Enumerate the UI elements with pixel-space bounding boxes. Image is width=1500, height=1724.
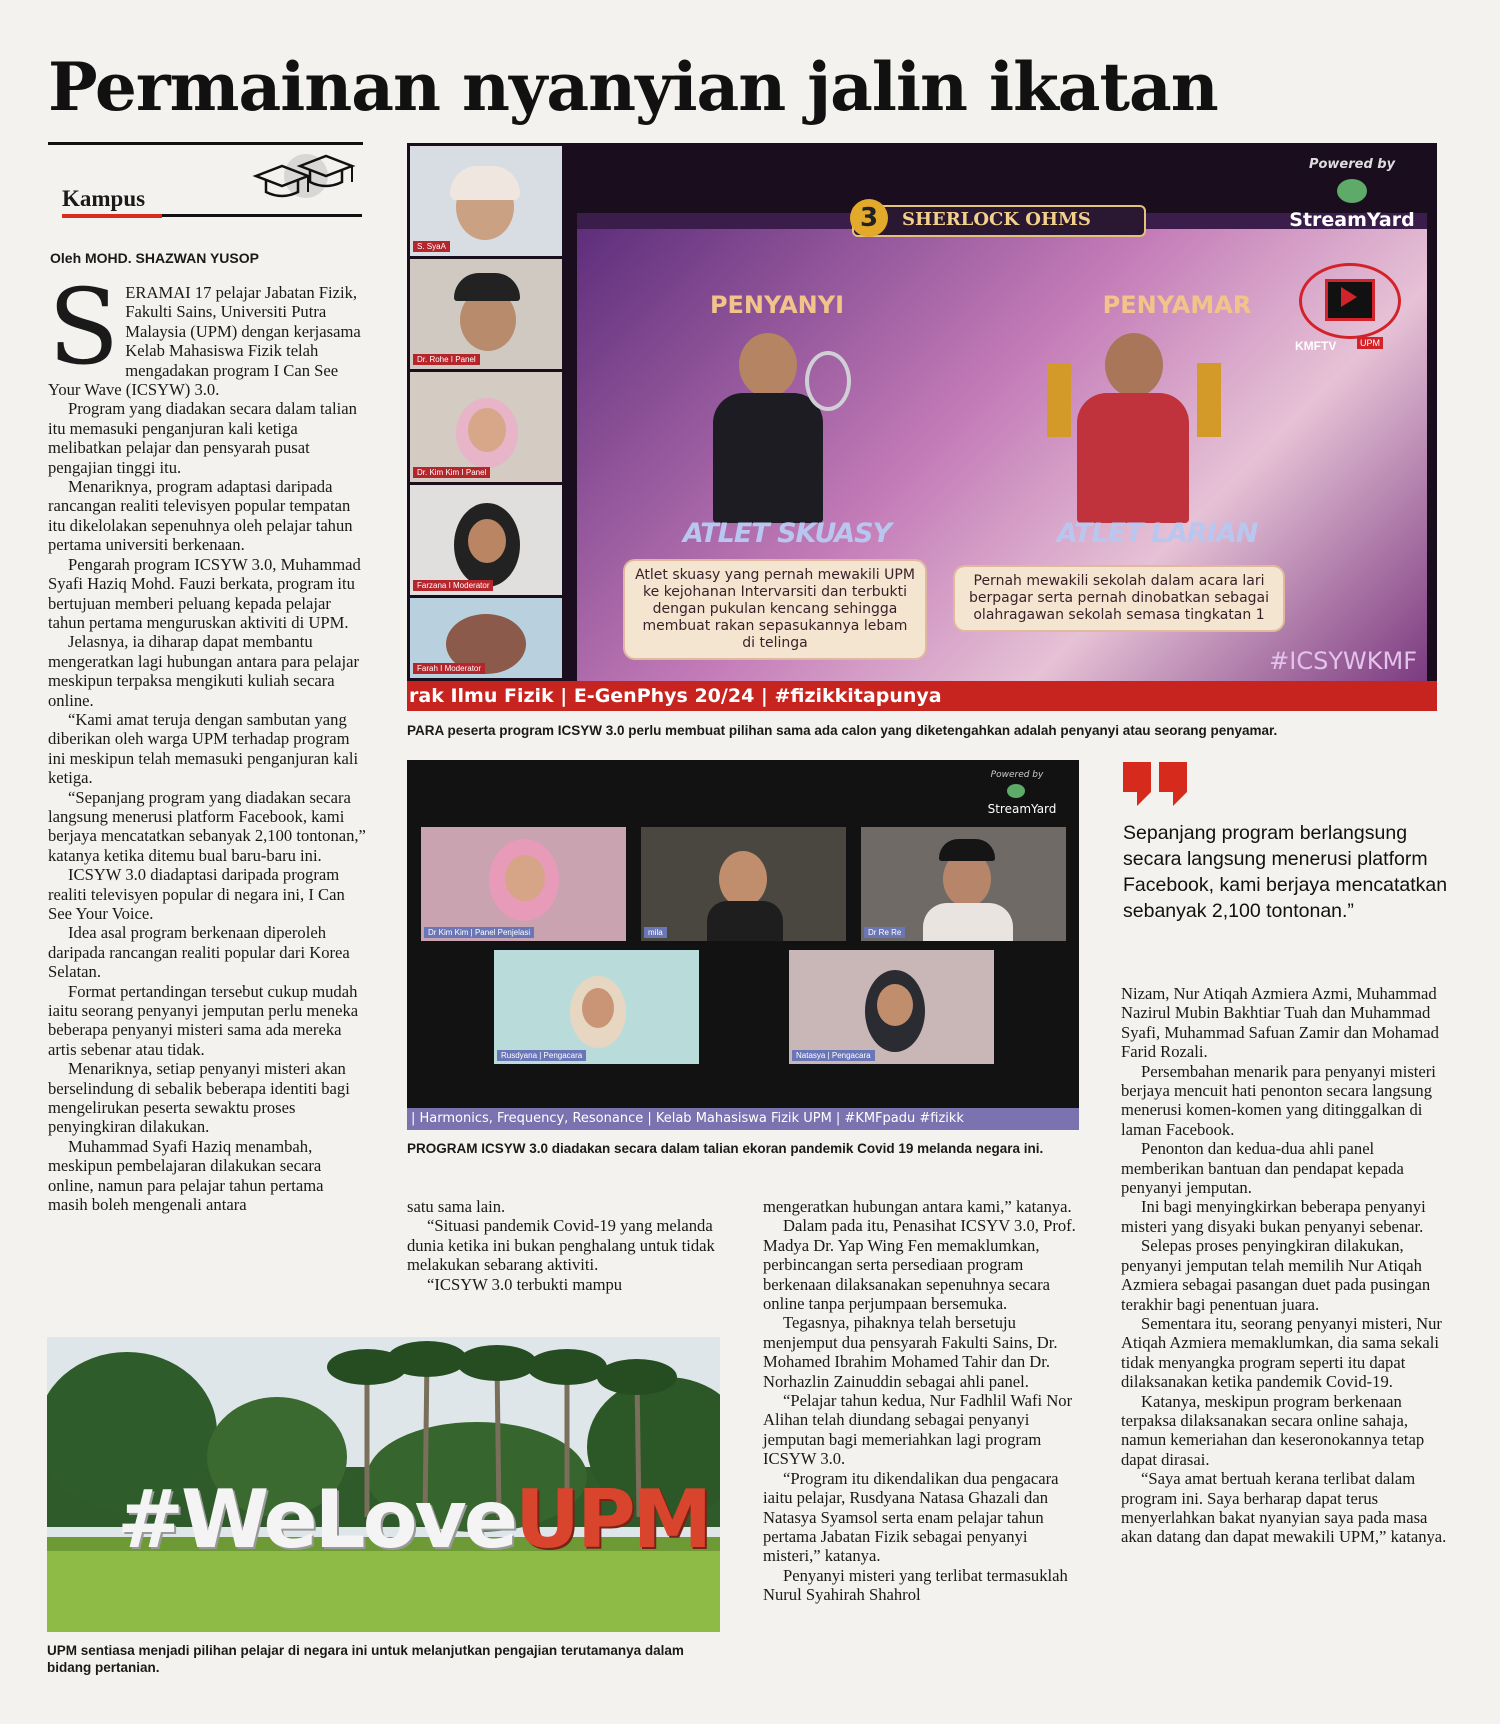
photo-caption: PROGRAM ICSYW 3.0 diadakan secara dalam talian ekoran pandemik Covid 19 melanda negara ini. [407,1141,1044,1156]
video-tile: Dr Re Re [861,827,1066,941]
welove-upm-sign: #WeLoveUPM [117,1473,710,1566]
squash-racket-icon [805,351,851,411]
article-paragraph: Menariknya, setiap penyanyi misteri akan berselindung di sebalik beberapa identiti bagi mengelirukan peserta sewaktu proses penyingkiran dilakukan. [48,1059,350,1137]
section-label: Kampus [62,186,146,211]
video-tile: mila [641,827,846,941]
article-paragraph: Program yang diadakan secara dalam talian itu memasuki penganjuran kali ketiga melibatkan pelajar dan pensyarah pusat pengajian tinggi itu. [48,399,357,477]
article-paragraph: Muhammad Syafi Haziq menambah, meskipun pembelajaran dilakukan secara online, namun para pelajar tahun pertama masih boleh mengenali antara [48,1136,324,1215]
round-title: SHERLOCK OHMS [902,209,1091,230]
kmftv-logo [1287,253,1407,363]
video-tile: Natasya | Pengacara [789,950,994,1064]
participant-pane: Dr. Kim Kim I Panel [410,372,562,482]
page-title: Permainan nyanyian jalin ikatan [48,48,1218,126]
article-paragraph: Penyanyi misteri yang terlibat termasuklah Nurul Syahirah Shahrol [763,1565,1068,1605]
article-column-2 [407,1197,723,1294]
article-paragraph: Jelasnya, ia diharap dapat membantu mengeratkan lagi hubungan antara para pelajar meskipun terpaksa mengikuti kuliah secara online. [48,632,359,710]
quote-mark-icon [1123,762,1191,806]
video-tile: Rusdyana | Pengacara [494,950,699,1064]
article-paragraph: SERAMAI 17 pelajar Jabatan Fizik, Fakulti Sains, Universiti Putra Malaysia (UPM) dengan kerjasama Kelab Mahasiswa Fizik telah mengadakan program I Can See Your Wave (ICSYW) 3.0. [48,283,361,400]
article-column-1 [48,283,366,1313]
powered-by-label: Powered by [1308,157,1396,172]
singer-description: Atlet skuasy yang pernah mewakili UPM ke kejohanan Intervarsiti dan terbukti dengan pukulan kencang sehingga membuat rakan sepasukannya lebam di telinga [625,561,925,658]
powered-by-label: Powered by [990,770,1044,780]
article-paragraph: Dalam pada itu, Penasihat ICSYV 3.0, Prof. Madya Dr. Yap Wing Fen memaklumkan, perbincangan serta persediaan program berkenaan dilaksanakan sepenuhnya secara online tanpa perjumpaan bersemuka. [763,1216,1076,1314]
article-column-4 [1121,984,1451,1547]
trophy-icon [1197,363,1221,437]
section-header [48,142,363,222]
participant-pane: Farah I Moderator [410,598,562,678]
article-paragraph: Sementara itu, seorang penyanyi misteri, Nur Atiqah Azmiera memaklumkan, dia sama sekali tidak menyangka program seperti itu dapat dilaksanakan ketika pandemik Covid-19. [1121,1313,1442,1392]
article-paragraph: “Sepanjang program yang diadakan secara langsung menerusi platform Facebook, kami berjaya mencatatkan sebanyak 2,100 tontonan,” katanya ketika ditemu bual baru-baru ini. [48,787,366,865]
streamyard-logo-icon [1007,784,1025,798]
article-paragraph: Menariknya, program adaptasi daripada rancangan realiti televisyen popular tempatan itu dikelolakan sepenuhnya oleh pelajar tahun pertama universiti berkenaan. [48,477,353,555]
article-paragraph: Katanya, meskipun program berkenaan terpaksa dilaksanakan secara online sahaja, namun kemeriahan dan keseronokannya tetap dapat dirasai. [1121,1391,1425,1469]
divider [48,142,363,145]
singer-role: ATLET SKUASY [682,518,892,549]
article-paragraph: ICSYW 3.0 diadaptasi daripada program realiti televisyen popular di negara ini, I Can See Your Voice. [48,865,345,923]
article-paragraph: Pengarah program ICSYW 3.0, Muhammad Syafi Haziq Mohd. Fauzi berkata, program itu bertujuan memberi peluang kepada pelajar tahun pertama menguruskan aktiviti di UPM. [48,554,361,632]
news-ticker: | Harmonics, Frequency, Resonance | Kelab Mahasiswa Fizik UPM | #KMFpadu #fizikk [407,1108,1079,1130]
article-paragraph: mengeratkan hubungan antara kami,” katanya. [763,1197,1072,1216]
video-tile: Dr Kim Kim | Panel Penjelasi [421,827,626,941]
streamyard-brand: StreamYard [987,802,1057,816]
article-column-3 [763,1197,1081,1605]
contestant-figure [1105,333,1163,397]
article-paragraph: Selepas proses penyingkiran dilakukan, penyanyi jemputan telah memilih Nur Atiqah Azmiera sebagai pasangan duet pada pusingan terakhir bagi penentuan juara. [1121,1236,1431,1314]
article-paragraph: “Saya amat bertuah kerana terlibat dalam program ini. Saya berharap dapat terus menyerlahkan bakat nyanyian saya pada masa akan datang dan dapat mewakili UPM,” katanya. [1121,1469,1447,1547]
participant-pane: Dr. Rohe I Panel [410,259,562,369]
logo-tag: UPM [1357,337,1383,349]
pull-quote: Sepanjang program berlangsung secara langsung menerusi platform Facebook, kami berjaya mencatatkan sebanyak 2,100 tontonan.” [1123,822,1448,922]
photo-welove-upm [47,1337,720,1632]
round-banner [852,205,1146,237]
impostor-description: Pernah mewakili sekolah dalam acara lari berpagar serta pernah dinobatkan sebagai olahragawan sekolah semasa tingkatan 1 [955,567,1283,630]
photo-online-session [407,760,1079,1130]
play-icon [1341,287,1357,307]
article-paragraph: Idea asal program berkenaan diperoleh daripada rancangan realiti popular dari Korea Selatan. [48,923,350,982]
contestant-figure [739,333,797,397]
photo-caption: UPM sentiasa menjadi pilihan pelajar di negara ini untuk melanjutkan pengajian terutamanya dalam bidang pertanian. [47,1643,684,1675]
article-paragraph: “Situasi pandemik Covid-19 yang melanda dunia ketika ini bukan penghalang untuk tidak melakukan sebarang aktiviti. [407,1216,715,1275]
article-paragraph: Ini bagi menyingkirkan beberapa penyanyi misteri yang disyaki bukan penyanyi sebenar. [1121,1197,1426,1236]
drop-cap: S [48,283,120,388]
streamyard-brand: StreamYard [1289,209,1415,231]
divider [162,214,362,217]
contestant-figure [1077,393,1189,523]
impostor-label: PENYAMAR [1102,291,1252,319]
streamyard-logo-icon [1337,179,1367,203]
article-paragraph: “ICSYW 3.0 terbukti mampu [427,1274,623,1294]
divider [62,214,162,218]
participant-pane: Farzana I Moderator [410,485,562,595]
byline: Oleh MOHD. SHAZWAN YUSOP [50,250,259,266]
photo-caption: PARA peserta program ICSYW 3.0 perlu membuat pilihan sama ada calon yang diketengahkan adalah penyanyi atau seorang penyamar. [407,723,1278,738]
article-paragraph: Tegasnya, pihaknya telah bersetuju menjemput dua pensyarah Fakulti Sains, Dr. Mohamed Ibrahim Mohamed Tahir dan Dr. Norhazlin Zainuddin sebagai ahli panel. [763,1313,1058,1391]
singer-label: PENYANYI [709,291,845,319]
impostor-role: ATLET LARIAN [1056,518,1258,549]
article-paragraph: Format pertandingan tersebut cukup mudah iaitu seorang penyanyi jemputan perlu meneka beberapa penyanyi misteri sama ada mereka artis sebenar atau tidak. [48,981,359,1059]
trophy-icon [1047,363,1071,437]
article-paragraph: “Pelajar tahun kedua, Nur Fadhlil Wafi Nor Alihan telah diundang sebagai penyanyi jemputan bagi memeriahkan lagi program ICSYW 3.0. [763,1391,1073,1469]
graduation-cap-icon [248,152,363,208]
article-paragraph: Nizam, Nur Atiqah Azmiera Azmi, Muhammad Nazirul Mubin Bakhtiar Tuah dan Muhammad Syafi, Muhammad Safuan Zamir dan Mohamad Farid Rozali. [1121,984,1439,1062]
article-paragraph: Penonton dan kedua-dua ahli panel memberikan bantuan dan pendapat kepada penyanyi jemputan. [1121,1139,1404,1198]
article-paragraph: “Program itu dikendalikan dua pengacara iaitu pelajar, Rusdyana Natasa Ghazali dan Natasya Syamsol serta enam pelajar tahun pertama Jabatan Fizik sebagai penyanyi misteri,” katanya. [763,1468,1059,1566]
news-ticker: rak Ilmu Fizik | E-GenPhys 20/24 | #fizikkitapunya [407,681,1437,711]
article-paragraph: “Kami amat teruja dengan sambutan yang diberikan oleh warga UPM terhadap program ini meskipun telah memasuki penganjuran kali ketiga. [48,709,359,788]
round-number: 3 [850,199,888,237]
article-paragraph: satu sama lain. [407,1197,506,1216]
hashtag: #ICSYWKMF [1269,647,1417,675]
contestant-figure [713,393,823,523]
article-paragraph: Persembahan menarik para penyanyi misteri berjaya mencuit hati penonton secara langsung menerusi komen-komen yang ditinggalkan di laman Facebook. [1121,1061,1436,1139]
photo-stream-sherlock-ohms [407,143,1437,711]
logo-text: KMFTV [1295,339,1337,353]
participant-pane: S. SyaA [410,146,562,256]
